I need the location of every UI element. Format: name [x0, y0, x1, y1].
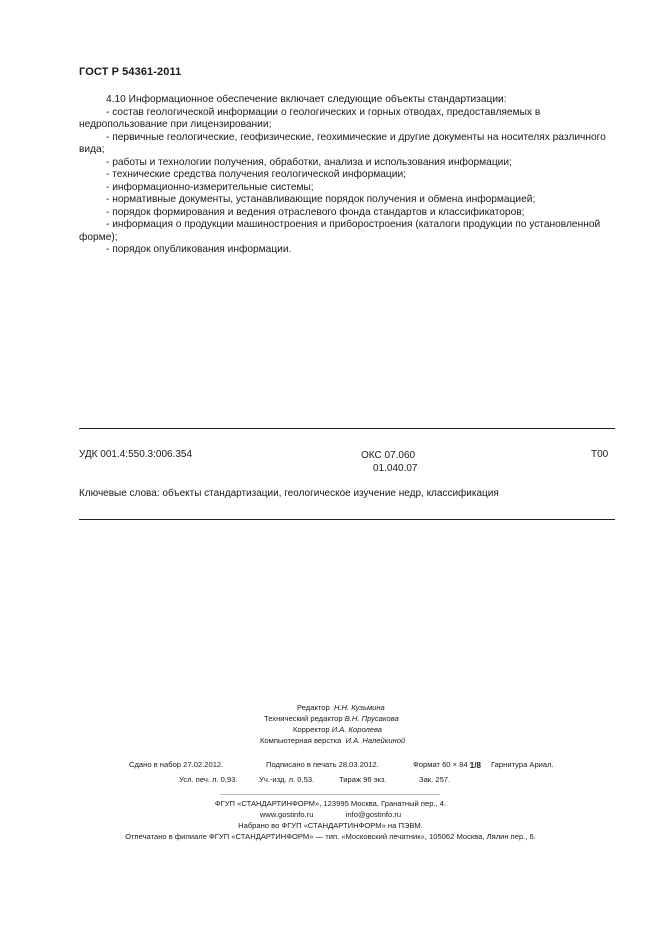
print-sheets: Усл. печ. л. 0,93. — [179, 775, 238, 784]
typeset-date: Сдано в набор 27.02.2012. — [129, 760, 224, 769]
tech-editor-line — [264, 713, 399, 725]
list-item: - информация о продукции машиностроения и приборостроения (каталоги продукции по установленной форме); — [79, 219, 601, 243]
udc-code: УДК 001.4:550.3:006.354 — [79, 449, 193, 460]
layout-line — [260, 735, 405, 747]
publish-sheets: Уч.-изд. л. 0,53. — [259, 775, 315, 784]
document-code: ГОСТ Р 54361-2011 — [79, 66, 182, 78]
keywords: Ключевые слова: объекты стандартизации, геологическое изучение недр, классификация — [79, 488, 499, 499]
divider-bottom — [79, 519, 615, 520]
publisher-email[interactable]: info@gostinfo.ru — [345, 810, 402, 819]
format-fraction: 1/8 — [469, 761, 481, 770]
corrector-label: Корректор — [293, 725, 330, 734]
publisher-website[interactable]: www.gostinfo.ru — [259, 810, 314, 819]
paper-format-text: Формат 60 × 84 — [413, 760, 468, 769]
imprint-print-data — [0, 759, 661, 793]
list-item: - порядок опубликования информации. — [106, 244, 292, 255]
corrector-line — [293, 724, 382, 736]
list-item: - информационно-измерительные системы; — [106, 181, 314, 193]
tech-editor-name: В.Н. Прусакова — [344, 714, 399, 723]
printed-note: Отпечатано в филиале ФГУП «СТАНДАРТИНФОРМ» — тип. «Московский печатник», 105062 Москва, Лялин пер., 6. — [125, 832, 536, 841]
list-item: - порядок формирования и ведения отраслевого фонда стандартов и классификаторов; — [106, 206, 525, 218]
editor-line — [297, 702, 385, 714]
section-body — [79, 94, 613, 257]
oks-code-1: ОКС 07.060 — [361, 450, 416, 461]
oks-code-2: 01.040.07 — [373, 463, 418, 474]
editor-name: Н.Н. Кузьмина — [333, 703, 385, 712]
section-intro: 4.10 Информационное обеспечение включает следующие объекты стандартизации: — [106, 94, 507, 105]
list-item: - состав геологической информации о геологических и горных отводах, предоставляемых в недропользование при лицензировании; — [79, 106, 541, 130]
corrector-name: И.А. Королева — [331, 725, 383, 734]
list-item: - работы и технологии получения, обработки, анализа и использования информации; — [106, 156, 512, 168]
signed-date: Подписано в печать 28.03.2012. — [266, 760, 379, 769]
classification-code: Т00 — [591, 449, 609, 460]
layout-name: И.А. Налейкиной — [345, 736, 406, 745]
layout-label: Компьютерная верстка — [260, 736, 342, 745]
order-number: Зак. 257. — [419, 775, 451, 784]
list-item: - технические средства получения геологической информации; — [106, 169, 406, 180]
list-item: - нормативные документы, устанавливающие порядок получения и обмена информацией; — [106, 194, 536, 205]
publisher-contacts — [0, 810, 661, 819]
oks-codes — [361, 449, 418, 475]
circulation: Тираж 96 экз. — [339, 775, 387, 784]
tech-editor-label: Технический редактор — [264, 714, 343, 723]
typeface: Гарнитура Ариал. — [491, 760, 554, 769]
list-item: - первичные геологические, геофизические, геохимические и другие документы на носителях различного вида; — [79, 131, 606, 155]
typeset-note: Набрано во ФГУП «СТАНДАРТИНФОРМ» на ПЭВМ. — [238, 821, 423, 830]
divider-top — [79, 428, 615, 429]
publisher-address: ФГУП «СТАНДАРТИНФОРМ», 123995 Москва, Гранатный пер., 4. — [214, 799, 447, 808]
imprint-divider — [220, 794, 440, 795]
paper-format — [413, 759, 481, 771]
editor-label: Редактор — [297, 703, 330, 712]
